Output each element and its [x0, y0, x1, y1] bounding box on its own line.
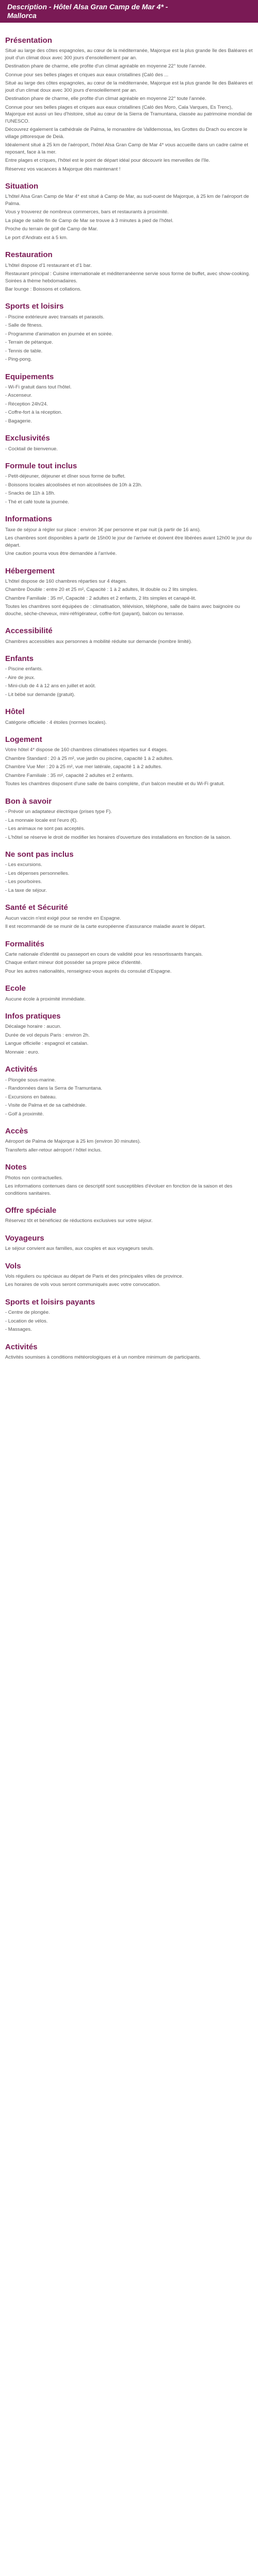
section-paragraph: Toutes les chambres disposent d'une salle de bains complète, d'un balcon meublé et du Wi-Fi gratuit. — [5, 781, 225, 787]
description-content — [0, 23, 258, 1378]
section-paragraph: Destination phare de charme, elle profite d'un climat agréable en moyenne 22° toute l'année. — [5, 63, 206, 70]
section-paragraph: L'hôtel dispose d'1 restaurant et d'1 bar. — [5, 262, 92, 268]
section-paragraph: - La taxe de séjour. — [5, 887, 47, 893]
section-paragraph: Carte nationale d'identité ou passeport en cours de validité pour les ressortissants français. — [5, 951, 203, 957]
section-heading-ecole: Ecole — [5, 984, 26, 993]
section-paragraph: Aucun vaccin n'est exigé pour se rendre en Espagne. — [5, 915, 121, 921]
section-heading-formalites: Formalités — [5, 939, 44, 948]
section-paragraph: Connue pour ses belles plages et criques aux eaux cristallines (Caló des ... — [5, 72, 169, 78]
section-paragraph: - Randonnées dans la Serra de Tramuntana. — [5, 1086, 103, 1092]
section-heading-situation: Situation — [5, 182, 39, 191]
section-heading-activites2: Activités — [5, 1342, 38, 1351]
section-paragraph: Destination phare de charme, elle profite d'un climat agréable en moyenne 22° toute l'année. — [5, 96, 206, 102]
section-heading-accessibilite: Accessibilité — [5, 626, 53, 636]
section-paragraph: - Petit-déjeuner, déjeuner et dîner sous forme de buffet. — [5, 473, 126, 480]
section-paragraph: Réservez tôt et bénéficiez de réductions exclusives sur votre séjour. — [5, 1218, 153, 1224]
page-title-line1: Description - Hôtel Alsa Gran Camp de Mar 4* - — [7, 3, 168, 11]
section-paragraph: - Réception 24h/24. — [5, 401, 48, 407]
section-paragraph: - Aire de jeux. — [5, 674, 36, 681]
section-paragraph: - Lit bébé sur demande (gratuit). — [5, 691, 75, 698]
section-paragraph: Chambre Vue Mer : 20 à 25 m², vue mer latérale, capacité 1 à 2 adultes. — [5, 764, 163, 770]
section-paragraph: Décalage horaire : aucun. — [5, 1024, 61, 1030]
section-paragraph: Activités soumises à conditions météorologiques et à un nombre minimum de participants. — [5, 1354, 201, 1360]
section-paragraph: Réservez vos vacances à Majorque dès maintenant ! — [5, 166, 121, 172]
section-paragraph: La plage de sable fin de Camp de Mar se trouve à 3 minutes à pied de l'hôtel. — [5, 217, 174, 224]
section-paragraph: Aéroport de Palma de Majorque à 25 km (environ 30 minutes). — [5, 1139, 141, 1145]
section-paragraph: - Thé et café toute la journée. — [5, 499, 69, 505]
section-paragraph: - Golf à proximité. — [5, 1111, 44, 1117]
section-paragraph: Chambre Familiale : 35 m², capacité 2 adultes et 2 enfants. — [5, 772, 134, 778]
section-heading-notes: Notes — [5, 1163, 27, 1172]
section-paragraph: - Coffre-fort à la réception. — [5, 410, 62, 416]
section-paragraph: - Terrain de pétanque. — [5, 340, 53, 346]
section-paragraph: - Snacks de 11h à 18h. — [5, 490, 55, 497]
section-nepasinclure — [5, 849, 253, 894]
section-paragraph: Découvrez également la cathédrale de Palma, le monastère de Valldemossa, les Grottes du Drach ou encore le village pittoresque de Deià. — [5, 127, 248, 140]
section-paragraph: Monnaie : euro. — [5, 1049, 40, 1055]
section-paragraph: Photos non contractuelles. — [5, 1175, 63, 1181]
section-paragraph: - Plongée sous-marine. — [5, 1077, 56, 1083]
section-heading-hebergement: Hébergement — [5, 566, 55, 575]
section-bienavoir — [5, 796, 253, 841]
section-paragraph: Situé au large des côtes espagnoles, au cœur de la méditerranée, Majorque est la plus grande île des Baléares et jouit d'un climat doux avec 300 jours d'ensoleillement par an. — [5, 80, 253, 93]
section-heading-presentation: Présentation — [5, 36, 52, 45]
section-paragraph: - Piscine extérieure avec transats et parasols. — [5, 314, 105, 320]
section-paragraph: Le port d'Andratx est à 5 km. — [5, 234, 68, 241]
section-accessibilite — [5, 625, 253, 645]
section-paragraph: - Ascenseur. — [5, 393, 33, 399]
section-equipements — [5, 371, 253, 425]
section-paragraph: Il est recommandé de se munir de la carte européenne d'assurance maladie avant le départ. — [5, 924, 206, 930]
section-heading-formule: Formule tout inclus — [5, 462, 77, 471]
section-paragraph: Chaque enfant mineur doit posséder sa propre pièce d'identité. — [5, 960, 142, 966]
section-sante — [5, 902, 253, 930]
section-heading-sante: Santé et Sécurité — [5, 903, 68, 912]
section-paragraph: Chambres accessibles aux personnes à mobilité réduite sur demande (nombre limité). — [5, 638, 192, 645]
section-heading-restauration: Restauration — [5, 250, 53, 260]
section-paragraph: - Excursions en bateau. — [5, 1094, 57, 1100]
section-paragraph: Votre hôtel 4* dispose de 160 chambres climatisées réparties sur 4 étages. — [5, 747, 168, 753]
section-formule — [5, 461, 253, 505]
section-paragraph: - Centre de plongée. — [5, 1310, 50, 1316]
section-paragraph: - La monnaie locale est l'euro (€). — [5, 817, 78, 823]
section-informations — [5, 514, 253, 557]
section-heading-hotel: Hôtel — [5, 707, 25, 717]
section-situation — [5, 181, 253, 241]
section-heading-enfants: Enfants — [5, 654, 34, 664]
section-paragraph: - Wi-Fi gratuit dans tout l'hôtel. — [5, 384, 72, 390]
section-paragraph: - Les pourboires. — [5, 879, 42, 885]
section-activites — [5, 1064, 253, 1117]
section-paragraph: Langue officielle : espagnol et catalan. — [5, 1041, 89, 1047]
page-banner — [0, 0, 258, 23]
section-paragraph: Connue pour ses belles plages et criques aux eaux cristallines (Caló des Moro, Cala Varques, Es Trenc), Majorque est aussi un lieu d'histoire, situé au cœur de la Sierra de Tramuntana, classée au patrimoine mondial de l'UNESCO. — [5, 104, 252, 124]
section-paragraph: - Les animaux ne sont pas acceptés. — [5, 826, 85, 832]
section-paragraph: Transferts aller-retour aéroport / hôtel inclus. — [5, 1147, 102, 1153]
section-paragraph: Les chambres sont disponibles à partir de 15h00 le jour de l'arrivée et doivent être libérées avant 12h00 le jour du départ. — [5, 535, 252, 548]
section-heading-infospratiques: Infos pratiques — [5, 1012, 61, 1021]
section-logement — [5, 734, 253, 788]
section-paragraph: Durée de vol depuis Paris : environ 2h. — [5, 1032, 90, 1038]
section-paragraph: Pour les autres nationalités, renseignez-vous auprès du consulat d'Espagne. — [5, 968, 172, 974]
sections — [5, 35, 253, 1361]
section-paragraph: - Cocktail de bienvenue. — [5, 446, 58, 452]
section-heading-vols: Vols — [5, 1261, 21, 1270]
section-paragraph: Proche du terrain de golf de Camp de Mar. — [5, 226, 98, 232]
section-paragraph: Taxe de séjour à régler sur place : environ 3€ par personne et par nuit (à partir de 16 ans). — [5, 527, 201, 533]
section-paragraph: - Mini-club de 4 à 12 ans en juillet et août. — [5, 683, 96, 689]
page-title-line2: Mallorca — [7, 11, 37, 20]
section-paragraph: - L'hôtel se réserve le droit de modifier les horaires d'ouverture des installations en fonction de la saison. — [5, 834, 232, 840]
section-paragraph: - Programme d'animation en journée et en soirée. — [5, 331, 113, 337]
section-paragraph: Une caution pourra vous être demandée à l'arrivée. — [5, 551, 117, 557]
section-offrespeciale — [5, 1205, 253, 1225]
section-paragraph: - Piscine enfants. — [5, 666, 43, 672]
section-paragraph: Situé au large des côtes espagnoles, au cœur de la méditerranée, Majorque est la plus grande île des Baléares et jouit d'un climat doux avec 300 jours d'ensoleillement par an. — [5, 48, 253, 61]
section-paragraph: Entre plages et criques, l'hôtel est le point de départ idéal pour découvrir les merveilles de l'île. — [5, 158, 211, 164]
section-heading-exclusivite: Exclusivités — [5, 434, 50, 443]
section-heading-logement: Logement — [5, 735, 42, 744]
section-paragraph: Restaurant principal : Cuisine internationale et méditerranéenne servie sous forme de buffet, avec show-cooking. Soirées à thème hebdomadaires. — [5, 271, 250, 284]
section-heading-activites: Activités — [5, 1065, 38, 1074]
section-sportsloisirs — [5, 1297, 253, 1333]
section-paragraph: Catégorie officielle : 4 étoiles (normes locales). — [5, 719, 107, 725]
section-acces — [5, 1126, 253, 1154]
section-paragraph: Bar lounge : Boissons et collations. — [5, 286, 82, 292]
section-paragraph: Toutes les chambres sont équipées de : climatisation, télévision, téléphone, salle de bains avec baignoire ou douche, sèche-cheveux, mini-réfrigérateur, coffre-fort (payant), balcon ou terrasse. — [5, 604, 240, 617]
section-paragraph: Les horaires de vols vous seront communiqués avec votre convocation. — [5, 1282, 160, 1288]
section-heading-informations: Informations — [5, 515, 52, 524]
section-paragraph: - Salle de fitness. — [5, 323, 43, 329]
section-formalites — [5, 939, 253, 975]
section-paragraph: Idéalement situé à 25 km de l'aéroport, l'hôtel Alsa Gran Camp de Mar 4* vous accueille dans un cadre calme et reposant, face à la mer. — [5, 142, 248, 155]
section-heading-bienavoir: Bon à savoir — [5, 796, 52, 806]
section-heading-nepasinclure: Ne sont pas inclus — [5, 850, 74, 859]
section-paragraph: - Boissons locales alcoolisées et non alcoolisées de 10h à 23h. — [5, 482, 142, 488]
section-activites2 — [5, 1342, 253, 1361]
section-presentation — [5, 35, 253, 173]
section-heading-sportsloisirs: Sports et loisirs payants — [5, 1297, 95, 1307]
section-paragraph: - Visite de Palma et de sa cathédrale. — [5, 1103, 87, 1109]
section-paragraph: L'hôtel dispose de 160 chambres réparties sur 4 étages. — [5, 578, 127, 584]
section-infospratiques — [5, 1011, 253, 1056]
section-restauration — [5, 249, 253, 293]
section-paragraph: - Massages. — [5, 1327, 32, 1333]
section-paragraph: - Bagagerie. — [5, 418, 32, 424]
section-paragraph: Les informations contenues dans ce descriptif sont susceptibles d'évoluer en fonction de la saison et des conditions sanitaires. — [5, 1183, 233, 1196]
section-heading-sports: Sports et loisirs — [5, 302, 64, 311]
section-paragraph: - Les dépenses personnelles. — [5, 870, 70, 876]
section-notes — [5, 1162, 253, 1197]
section-paragraph: L'hôtel Alsa Gran Camp de Mar 4* est situé à Camp de Mar, au sud-ouest de Majorque, à 25 km de l'aéroport de Palma. — [5, 194, 249, 207]
section-paragraph: - Tennis de table. — [5, 348, 43, 354]
section-paragraph: Chambre Familiale : 35 m², Capacité : 2 adultes et 2 enfants, 2 lits simples et canapé-lit. — [5, 595, 197, 601]
section-enfants — [5, 653, 253, 698]
section-paragraph: Vols réguliers ou spéciaux au départ de Paris et des principales villes de province. — [5, 1273, 184, 1279]
section-paragraph: - Prévoir un adaptateur électrique (prises type F). — [5, 809, 112, 815]
section-heading-acces: Accès — [5, 1127, 28, 1136]
section-voyageurs — [5, 1233, 253, 1252]
section-heading-equipements: Equipements — [5, 372, 54, 381]
section-hotel — [5, 706, 253, 726]
section-paragraph: - Les excursions. — [5, 862, 42, 868]
section-paragraph: Vous y trouverez de nombreux commerces, bars et restaurants à proximité. — [5, 209, 169, 215]
section-paragraph: - Ping-pong. — [5, 357, 32, 363]
section-paragraph: Chambre Double : entre 20 et 25 m², Capacité : 1 à 2 adultes, lit double ou 2 lits simples. — [5, 587, 198, 593]
section-hebergement — [5, 566, 253, 618]
section-paragraph: Chambre Standard : 20 à 25 m², vue jardin ou piscine, capacité 1 à 2 adultes. — [5, 755, 173, 761]
page-title — [7, 3, 251, 20]
section-sports — [5, 301, 253, 363]
section-ecole — [5, 983, 253, 1003]
section-exclusivite — [5, 433, 253, 452]
section-vols — [5, 1261, 253, 1289]
section-paragraph: Le séjour convient aux familles, aux couples et aux voyageurs seuls. — [5, 1246, 154, 1252]
section-paragraph: Aucune école à proximité immédiate. — [5, 996, 86, 1002]
section-paragraph: - Location de vélos. — [5, 1318, 48, 1324]
section-heading-voyageurs: Voyageurs — [5, 1233, 44, 1243]
section-heading-offrespeciale: Offre spéciale — [5, 1206, 57, 1215]
